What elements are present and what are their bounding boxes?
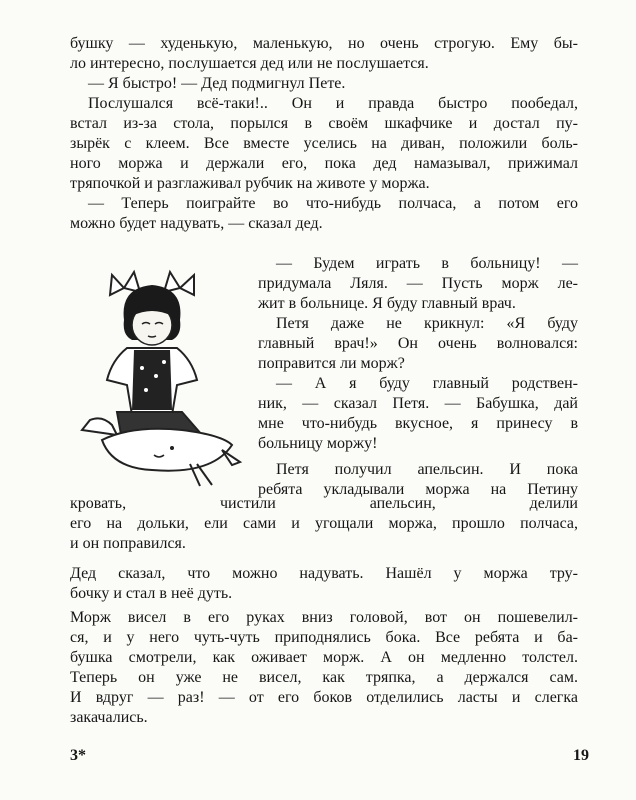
text-line: ся, и у него чуть-чуть приподнялись бока. Все ребята и ба- [70,629,578,646]
text-line: Петя даже не крикнул: «Я буду [276,315,578,332]
text-line: его на дольки, ели сами и угощали моржа, прошло полчаса, [70,515,578,532]
text-line: главный врач!» Он очень волновался: [258,335,578,352]
text-line: кровать, чистили апельсин, делили [70,495,578,512]
text-line: Послушался всё-таки!.. Он и правда быстро пообедал, [88,95,578,112]
text-line: бушку — худенькую, маленькую, но очень строгую. Ему бы- [70,35,578,52]
text-line: зырёк с клеем. Все вместе уселись на диван, положили боль- [70,135,578,152]
text-line: И вдруг — раз! — от его боков отделились ласты и слегка [70,689,578,706]
text-line: бушка смотрели, как оживает морж. А он медленно толстел. [70,649,578,666]
text-line: ник, — сказал Петя. — Бабушка, дай [258,395,578,412]
text-line: тряпочкой и разглаживал рубчик на животе у моржа. [70,175,430,192]
text-line: — Будем играть в больницу! — [276,255,578,272]
text-line: ребята укладывали моржа на Петину [258,481,578,498]
text-line: можно будет надувать, — сказал дед. [70,215,323,232]
text-line: Дед сказал, что можно надувать. Нашёл у моржа тру- [70,565,578,582]
text-line: закачались. [70,709,148,726]
text-line: Морж висел в его руках вниз головой, вот он пошевелил- [70,609,578,626]
text-line: мне что-нибудь вкусное, я принесу в [258,415,578,432]
text-line: — Я быстро! — Дед подмигнул Пете. [88,75,346,92]
text-line: придумала Ляля. — Пусть морж ле- [258,275,578,292]
text-line: — Теперь поиграйте во что-нибудь полчаса, а потом его [88,195,578,212]
text-line: больницу моржу! [258,435,378,452]
text-line: ного моржа и держали его, пока дед намазывал, прижимал [70,155,578,172]
text-line: поправится ли морж? [258,355,405,372]
text-line: Петя получил апельсин. И пока [276,461,578,478]
text-line: бочку и стал в неё дуть. [70,585,233,602]
text-line: встал из-за стола, порылся в своём шкафчике и достал пу- [70,115,578,132]
page-footer-signature: 3* [70,747,86,764]
page-number: 19 [573,747,589,764]
text-line: — А я буду главный родствен- [276,375,578,392]
text-line: и он поправился. [70,535,186,552]
text-line: жит в больнице. Я буду главный врач. [258,295,516,312]
illustration-girl-with-walrus [72,250,252,495]
text-line: ло интересно, послушается дед или не послушается. [70,55,429,72]
text-line: Теперь он уже не висел, как тряпка, а держался сам. [70,669,578,686]
